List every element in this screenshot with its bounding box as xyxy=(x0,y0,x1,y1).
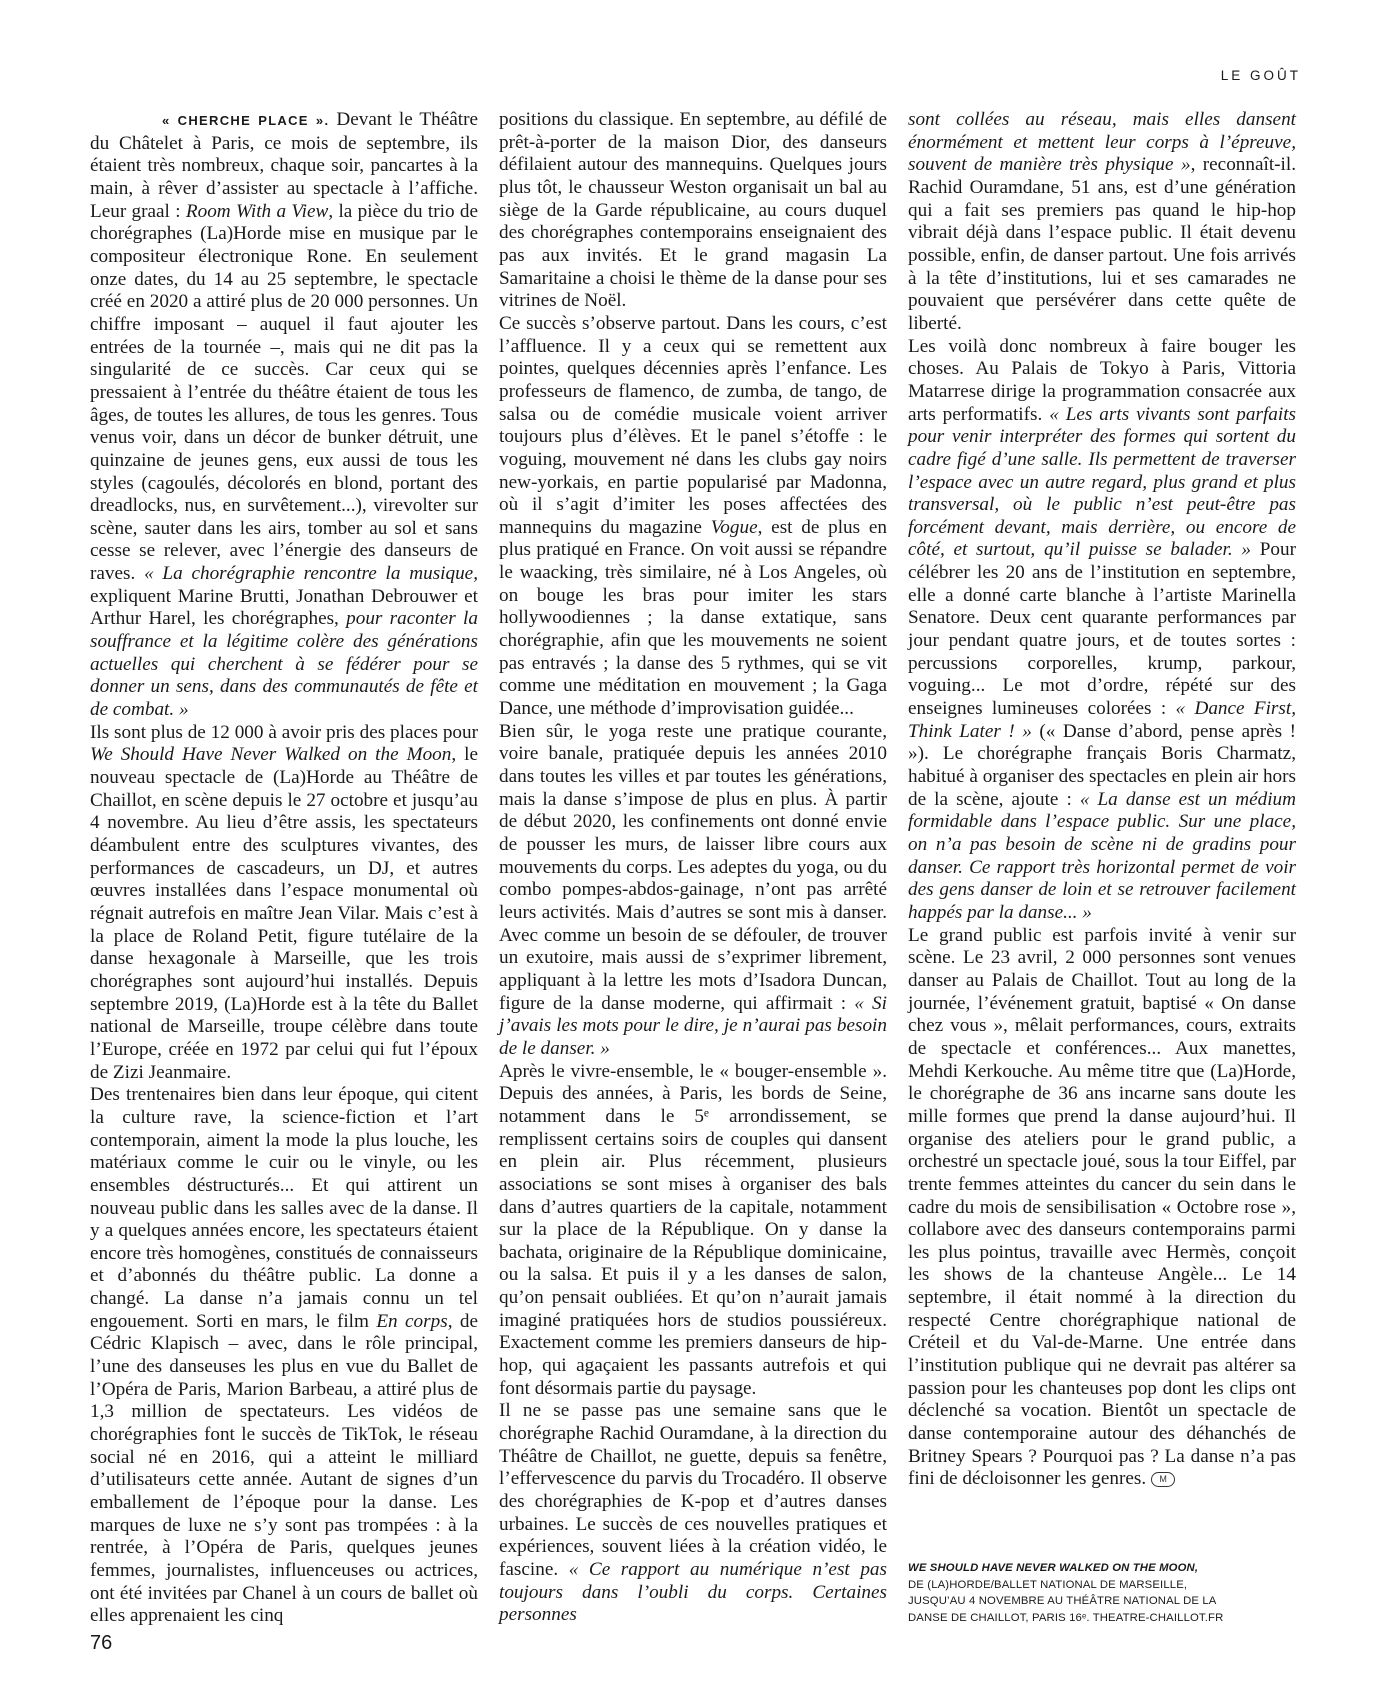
caption-line: JUSQU’AU 4 NOVEMBRE AU THÉÂTRE NATIONAL DE LA xyxy=(908,1595,1217,1607)
section-label: LE GOÛT xyxy=(1220,68,1301,83)
end-of-article-icon: M xyxy=(1151,1472,1175,1487)
text-run: , est de plus en plus pratiqué en France. On voit aussi se répandre le waacking, très similaire, né à Los Angeles, où on bouge les bras pour imiter les stars hollywoodiennes ; la danse extatique, sans chorégraphie, afin que les mouvements ne soient pas entravés ; la danse des 5 rythmes, qui se vit comme une méditation en mouvement ; la Gaga Dance, une méthode d’improvisation guidée... xyxy=(499,516,887,720)
italic-run: « La chorégraphie rencontre la musique, xyxy=(144,563,478,585)
text-run: positions du classique. En septembre, au défilé de prêt-à-porter de la maison Dior, des danseurs défilaient autour des mannequins. Quelques jours plus tôt, le chausseur Weston organisait un bal au siège de la Garde républicaine, au cours duquel des chorégraphes contemporains enseignaient des pas aux invités. Et le grand magasin La Samaritaine a choisi le thème de la danse pour ses vitrines de Noël. xyxy=(499,109,887,312)
article-paragraph xyxy=(90,722,478,1085)
text-run: Il ne se passe pas une semaine sans que le chorégraphe Rachid Ouramdane, à la direction du Théâtre de Chaillot, ne guette, depuis sa fenêtre, l’effervescence du parvis du Trocadéro. Il observe des chorégraphies de K-pop et d’autres danses urbaines. Le succès de ces nouvelles pratiques et expériences, souvent liées à la création vidéo, le fascine. xyxy=(499,1400,887,1580)
article-paragraph xyxy=(499,109,887,313)
text-run: Ce succès s’observe partout. Dans les cours, c’est l’affluence. Il y a ceux qui se remettent aux pointes, quelques décennies après l’enfance. Les professeurs de flamenco, de zumba, de tango, de salsa ou de comédie musicale voient arriver toujours plus d’élèves. Et le panel s’étoffe : le voguing, mouvement né dans les clubs gay noirs new-yorkais, en partie popularisé par Madonna, où il s’agit d’imiter les poses affectées des mannequins du magazine xyxy=(499,312,887,538)
text-run: Le grand public est parfois invité à venir sur scène. Le 23 avril, 2 000 personnes sont venues danser au Palais de Chaillot. Tout au long de la journée, l’événement gratuit, baptisé « On danse chez vous », mêlait performances, cours, extraits de spectacle et conférences... Aux manettes, Mehdi Kerkouche. Au même titre que (La)Horde, le chorégraphe de 36 ans incarne sans doute les mille formes que prend la danse aujourd’hui. Il organise des ateliers pour le grand public, a orchestré un spectacle joué, sous la tour Eiffel, par trente femmes atteintes du cancer du sein dans le cadre du mois de sensibilisation « Octobre rose », collabore avec des danseurs contemporains parmi les plus pointus, travaille avec Hermès, conçoit les shows de la chanteuse Angèle... Le 14 septembre, il était nommé à la direction du respecté Centre chorégraphique national de Créteil et du Val-de-Marne. Une entrée dans l’institution publique qui ne devrait pas altérer sa passion pour les chanteuses pop dont les clips ont déclenché sa vocation. Bientôt un spectacle de danse contemporaine autour des déhanchés de Britney Spears ? Pourquoi pas ? La danse n’a pas fini de décloisonner les genres. xyxy=(908,924,1296,1490)
text-run: , de Cédric Klapisch – avec, dans le rôle principal, l’une des danseuses les plus en vue du Ballet de l’Opéra de Paris, Marion Barbeau, a attiré plus de 1,3 million de spectateurs. Les vidéos de chorégraphies font le succès de TikTok, le réseau social né en 2016, qui a atteint le milliard d’utilisateurs cette année. Autant de signes d’un emballement de l’époque pour la danse. Les marques de luxe ne s’y sont pas trompées : à la rentrée, à l’Opéra de Paris, quelques jeunes femmes, journalistes, influenceuses ou actrices, ont été invitées par Chanel à un cours de ballet où elles apprenaient les cinq xyxy=(90,1310,478,1627)
article-paragraph xyxy=(90,1084,478,1628)
article-paragraph xyxy=(908,925,1296,1491)
text-run: , le nouveau spectacle de (La)Horde au Théâtre de Chaillot, en scène depuis le 27 octobre et jusqu’au 4 novembre. Au lieu d’être assis, les spectateurs déambulent entre des sculptures vivantes, des performances de cascadeurs, un DJ, et autres œuvres installées dans l’espace monumental où régnait autrefois en maître Jean Vilar. Mais c’est à la place de Roland Petit, figure tutélaire de la danse hexagonale à Marseille, que les trois chorégraphes sont aujourd’hui installés. Depuis septembre 2019, (La)Horde est à la tête du Ballet national de Marseille, troupe célèbre dans toute l’Europe, créée en 1972 par celui qui fut l’époux de Zizi Jeanmaire. xyxy=(90,744,478,1083)
italic-run: sont collées au réseau, mais elles dansent énormément et mettent leur corps à l’épreuve, souvent de manière très physique » xyxy=(908,109,1296,176)
caption-line: DANSE DE CHAILLOT, PARIS 16ᵉ. THEATRE-CHAILLOT.FR xyxy=(908,1611,1224,1624)
italic-run: En corps xyxy=(376,1310,448,1332)
caption-line: DE (LA)HORDE/BALLET NATIONAL DE MARSEILLE, xyxy=(908,1578,1188,1591)
article-paragraph xyxy=(499,721,887,1061)
italic-run: Room With a View xyxy=(185,200,329,222)
photo-caption xyxy=(908,1560,1288,1626)
text-run: Devant le Théâtre du Châtelet à Paris, ce mois de septembre, ils étaient très nombreux, chaque soir, pancartes à la main, à rêver d’assister au spectacle à l’affiche. Leur graal : xyxy=(90,109,478,222)
text-run: Pour célébrer les 20 ans de l’institution en septembre, elle a donné carte blanche à l’artiste Marinella Senatore. Deux cent quarante performances par jour pendant quatre jours, et de toutes sortes : percussions corporelles, krump, parkour, voguing... Le mot d’ordre, répété sur des enseignes lumineuses colorées : xyxy=(908,539,1297,720)
article-column-3 xyxy=(908,109,1296,1491)
text-run: expliquent Marine Brutti, Jonathan Debrouwer et Arthur Harel, les chorégraphes, xyxy=(90,585,478,630)
article-paragraph xyxy=(90,109,478,722)
text-run: (« Danse d’abord, pense après ! »). Le chorégraphe français Boris Charmatz, habitué à organiser des spectacles en plein air hors de la scène, ajoute : xyxy=(908,720,1296,810)
article-paragraph xyxy=(499,1061,887,1401)
italic-run: Vogue xyxy=(710,516,758,538)
article-paragraph xyxy=(908,109,1296,336)
italic-run: « Les arts vivants sont parfaits pour venir interpréter des formes qui sortent du cadre figé d’une salle. Ils permettent de traverser l’espace avec un autre regard, plus grand et plus transversal, où le public n’est peut-être pas forcément devant, mais derrière, ou encore de côté, et surtout, qu’il puisse se balader. » xyxy=(908,403,1296,561)
text-run: Ils sont plus de 12 000 à avoir pris des places pour xyxy=(90,721,478,743)
italic-run: « Dance First, Think Later ! » xyxy=(908,698,1296,742)
page-number: 76 xyxy=(90,1632,113,1654)
caption-title: WE SHOULD HAVE NEVER WALKED ON THE MOON, xyxy=(908,1562,1199,1574)
italic-run: « La danse est un médium formidable dans l’espace public. Sur une place, on n’a pas besoin de scène ni de gradins pour danser. Ce rapport très horizontal permet de voir des gens danser de loin et se retrouver facilement happés par la danse... » xyxy=(908,788,1297,923)
kicker: « CHERCHE PLACE ». xyxy=(162,113,330,128)
text-run: Les voilà donc nombreux à faire bouger les choses. Au Palais de Tokyo à Paris, Vittoria Matarrese dirige la programmation consacrée aux arts performatifs. xyxy=(908,335,1296,425)
text-run: Après le vivre-ensemble, le « bouger-ensemble ». Depuis des années, à Paris, les bords de Seine, notamment dans le 5ᵉ arrondissement, se remplissent certains soirs de couples qui dansent en plein air. Plus récemment, plusieurs associations se sont mises à organiser des bals dans d’autres quartiers de la capitale, notamment sur la place de la République. On y danse la bachata, originaire de la République dominicaine, ou la salsa. Et puis il y a les danses de salon, qu’on pensait oubliées. Et qu’on n’aurait jamais imaginé pratiquées hors de studios poussiéreux. Exactement comme les premiers danseurs de hip-hop, qui agaçaient les passants autrefois et qui font désormais partie du paysage. xyxy=(499,1060,887,1399)
text-run: , la pièce du trio de chorégraphes (La)Horde mise en musique par le compositeur électronique Rone. En seulement onze dates, du 14 au 25 septembre, le spectacle créé en 2020 a attiré plus de 20 000 personnes. Un chiffre imposant – auquel il faut ajouter les entrées de la tournée –, mais qui ne dit pas la singularité de ce succès. Car ceux qui se pressaient à l’entrée du théâtre étaient de tous les âges, de toutes les allures, de tous les genres. Tous venus voir, dans un décor de bunker détruit, une quinzaine de jeunes gens, eux aussi de tous les styles (cagoulés, décolorés en blond, portant des dreadlocks, nus, en survêtement...), virevolter sur scène, sauter dans les airs, tomber au sol et sans cesse se relever, avec l’énergie des danseurs de raves. xyxy=(90,200,479,585)
italic-run: « Si j’avais les mots pour le dire, je n’aurai pas besoin de le danser. » xyxy=(499,992,887,1059)
text-run: Des trentenaires bien dans leur époque, qui citent la culture rave, la science-fiction et l’art contemporain, aiment la mode la plus louche, les matériaux comme le cuir ou le vinyle, ou les ensembles déstructurés... Et qui attirent un nouveau public dans les salles avec de la danse. Il y a quelques années encore, les spectateurs étaient encore très homogènes, constitués de connaisseurs et d’abonnés du théâtre public. La donne a changé. La danse n’a jamais connu un tel engouement. Sorti en mars, le film xyxy=(90,1084,478,1332)
italic-run: We Should Have Never Walked on the Moon xyxy=(90,744,452,766)
article-column-2 xyxy=(499,109,887,1627)
text-run: Bien sûr, le yoga reste une pratique courante, voire banale, pratiquée depuis les années 2010 dans toutes les villes et par toutes les générations, mais la danse s’impose de plus en plus. À partir de début 2020, les confinements ont donné envie de pousser les murs, de laisser libre cours aux mouvements du corps. Les adeptes du yoga, ou du combo pompes-abdos-gainage, n’ont pas arrêté leurs activités. Mais d’autres se sont mis à danser. Avec comme un besoin de se défouler, de trouver un exutoire, mais aussi de s’exprimer librement, appliquant à la lettre les mots d’Isadora Duncan, figure de la danse moderne, qui affirmait : xyxy=(499,720,887,1014)
article-column-1 xyxy=(90,109,478,1628)
article-paragraph xyxy=(908,336,1296,925)
article-paragraph xyxy=(499,313,887,721)
italic-run: « Ce rapport au numérique n’est pas toujours dans l’oubli du corps. Certaines personnes xyxy=(499,1559,887,1626)
italic-run: pour raconter la souffrance et la légitime colère des générations actuelles qui cherchent à se fédérer pour se donner un sens, dans des communautés de fête et de combat. » xyxy=(90,608,478,721)
text-run: , reconnaît-il. Rachid Ouramdane, 51 ans, est d’une génération qui a fait ses premiers pas quand le hip-hop vibrait déjà dans l’espace public. Il était devenu possible, enfin, de danser partout. Une fois arrivés à la tête d’institutions, lui et ses camarades ne pouvaient que persévérer dans cette quête de liberté. xyxy=(908,154,1297,334)
article-paragraph xyxy=(499,1400,887,1627)
